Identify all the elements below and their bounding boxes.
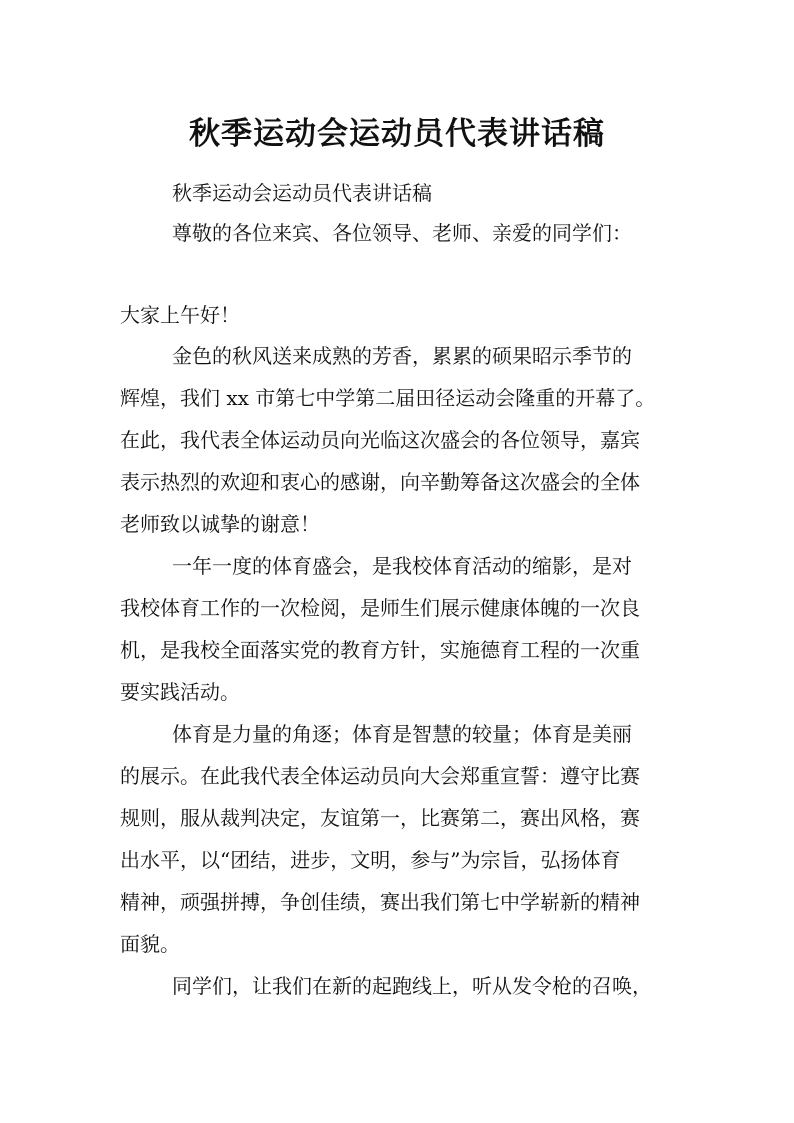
- paragraph-line: 老师致以诚挚的谢意！: [120, 512, 320, 536]
- paragraph-line: 面貌。: [120, 932, 180, 956]
- paragraph-line: 金色的秋风送来成熟的芳香，累累的硕果昭示季节的: [172, 344, 632, 368]
- paragraph-line: 辉煌，我们 xx 市第七中学第二届田径运动会隆重的开幕了。: [120, 386, 656, 410]
- subtitle-line: 秋季运动会运动员代表讲话稿: [172, 181, 432, 205]
- paragraph-line: 同学们，让我们在新的起跑线上，听从发令枪的召唤，: [172, 974, 652, 998]
- paragraph-line: 的展示。在此我代表全体运动员向大会郑重宣誓：遵守比赛: [120, 764, 640, 788]
- paragraph-line: 精神，顽强拼搏，争创佳绩，赛出我们第七中学崭新的精神: [120, 890, 640, 914]
- paragraph-line: 在此，我代表全体运动员向光临这次盛会的各位领导，嘉宾: [120, 428, 640, 452]
- paragraph-line: 规则，服从裁判决定，友谊第一，比赛第二，赛出风格，赛: [120, 806, 640, 830]
- salutation-line: 尊敬的各位来宾、各位领导、老师、亲爱的同学们：: [172, 221, 632, 245]
- paragraph-line: 要实践活动。: [120, 680, 240, 704]
- paragraph-line: 出水平，以“团结，进步，文明，参与”为宗旨，弘扬体育: [120, 848, 621, 872]
- paragraph-line: 机，是我校全面落实党的教育方针，实施德育工程的一次重: [120, 638, 640, 662]
- paragraph-line: 一年一度的体育盛会，是我校体育活动的缩影，是对: [172, 554, 632, 578]
- greeting-line: 大家上午好！: [120, 303, 240, 327]
- paragraph-line: 体育是力量的角逐；体育是智慧的较量；体育是美丽: [172, 722, 632, 746]
- paragraph-line: 表示热烈的欢迎和衷心的感谢，向辛勤筹备这次盛会的全体: [120, 470, 640, 494]
- paragraph-line: 我校体育工作的一次检阅，是师生们展示健康体魄的一次良: [120, 596, 640, 620]
- document-title: 秋季运动会运动员代表讲话稿: [189, 116, 605, 152]
